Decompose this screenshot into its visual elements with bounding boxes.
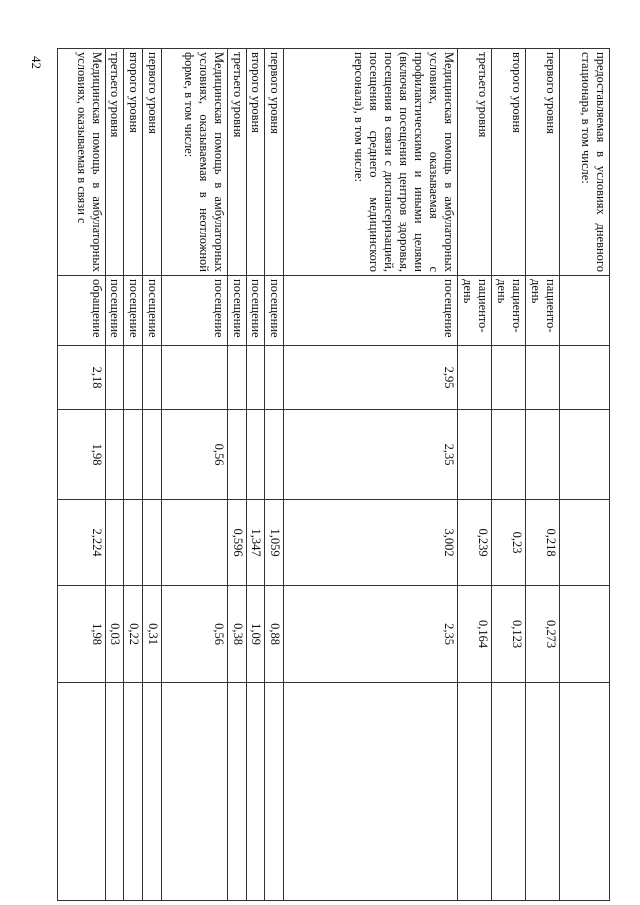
unit-cell: посещение [142, 276, 161, 346]
row-name-cell: Медицинская помощь в амбулаторных условиях, оказываемая в неотложной форме, в том числе: [161, 49, 227, 276]
value-cell [161, 346, 227, 410]
row-name-cell: первого уровня [526, 49, 560, 276]
value-cell [491, 410, 525, 500]
value-cell: 2,95 [283, 346, 457, 410]
value-cell [457, 346, 491, 410]
empty-cell [105, 683, 124, 901]
unit-cell: посещение [227, 276, 246, 346]
value-cell: 1,059 [265, 500, 284, 586]
unit-cell: пациенто-день [491, 276, 525, 346]
value-cell [246, 346, 265, 410]
table-row [283, 49, 457, 901]
value-cell: 0,239 [457, 500, 491, 586]
row-name-cell: первого уровня [142, 49, 161, 276]
row-name-cell: второго уровня [246, 49, 265, 276]
table-row [246, 49, 265, 901]
value-cell: 2,224 [58, 500, 106, 586]
value-cell: 2,35 [283, 410, 457, 500]
value-cell [227, 346, 246, 410]
value-cell: 0,596 [227, 500, 246, 586]
value-cell [124, 500, 143, 586]
table-row [526, 49, 560, 901]
value-cell: 0,03 [105, 586, 124, 683]
empty-cell [227, 683, 246, 901]
table-row [58, 49, 106, 901]
unit-cell [560, 276, 610, 346]
unit-cell: пациенто-день [526, 276, 560, 346]
empty-cell [457, 683, 491, 901]
value-cell: 0,123 [491, 586, 525, 683]
row-name-cell: третьего уровня [457, 49, 491, 276]
empty-cell [246, 683, 265, 901]
unit-cell: посещение [105, 276, 124, 346]
value-cell [105, 410, 124, 500]
empty-cell [124, 683, 143, 901]
value-cell [227, 410, 246, 500]
value-cell: 2,35 [283, 586, 457, 683]
value-cell [526, 346, 560, 410]
unit-cell: посещение [246, 276, 265, 346]
row-name-cell: Медицинская помощь в амбулаторных условиях, оказываемая с профилактическими и иными целями (включая посещения центров здоровья, посещения в связи с диспансеризацией, посещения среднего медицинского персонала), в том числе: [283, 49, 457, 276]
unit-cell: посещение [124, 276, 143, 346]
table-row [142, 49, 161, 901]
value-cell [560, 410, 610, 500]
value-cell [124, 346, 143, 410]
rotated-table-container [57, 48, 610, 900]
row-name-cell: второго уровня [124, 49, 143, 276]
value-cell [560, 500, 610, 586]
value-cell [142, 410, 161, 500]
row-name-cell: первого уровня [265, 49, 284, 276]
value-cell [124, 410, 143, 500]
row-name-cell: Медицинская помощь в амбулаторных условиях, оказываемая в связи с [58, 49, 106, 276]
value-cell: 0,56 [161, 410, 227, 500]
value-cell: 0,218 [526, 500, 560, 586]
value-cell: 0,38 [227, 586, 246, 683]
empty-cell [142, 683, 161, 901]
empty-cell [283, 683, 457, 901]
value-cell [161, 500, 227, 586]
row-name-cell: третьего уровня [227, 49, 246, 276]
value-cell [265, 346, 284, 410]
table-row [161, 49, 227, 901]
unit-cell: пациенто-день [457, 276, 491, 346]
unit-cell: посещение [283, 276, 457, 346]
value-cell: 1,347 [246, 500, 265, 586]
table-row [124, 49, 143, 901]
row-name-cell: предоставляемая в условиях дневного стационара, в том числе: [560, 49, 610, 276]
value-cell [491, 346, 525, 410]
value-cell: 1,98 [58, 586, 106, 683]
value-cell [560, 586, 610, 683]
value-cell: 0,23 [491, 500, 525, 586]
value-cell [246, 410, 265, 500]
value-cell [457, 410, 491, 500]
value-cell [265, 410, 284, 500]
empty-cell [161, 683, 227, 901]
value-cell [142, 500, 161, 586]
norms-table [57, 48, 610, 901]
value-cell [560, 346, 610, 410]
unit-cell: посещение [161, 276, 227, 346]
table-row [105, 49, 124, 901]
value-cell: 3,002 [283, 500, 457, 586]
table-row [491, 49, 525, 901]
table-row [560, 49, 610, 901]
value-cell: 0,88 [265, 586, 284, 683]
value-cell: 0,56 [161, 586, 227, 683]
empty-cell [58, 683, 106, 901]
value-cell: 1,09 [246, 586, 265, 683]
value-cell: 0,164 [457, 586, 491, 683]
table-row [457, 49, 491, 901]
value-cell: 1,98 [58, 410, 106, 500]
value-cell: 0,22 [124, 586, 143, 683]
value-cell [526, 410, 560, 500]
value-cell [105, 500, 124, 586]
value-cell: 2,18 [58, 346, 106, 410]
row-name-cell: второго уровня [491, 49, 525, 276]
empty-cell [526, 683, 560, 901]
value-cell [105, 346, 124, 410]
table-row [265, 49, 284, 901]
unit-cell: обращение [58, 276, 106, 346]
page-number: 42 [29, 56, 44, 69]
empty-cell [491, 683, 525, 901]
value-cell: 0,31 [142, 586, 161, 683]
unit-cell: посещение [265, 276, 284, 346]
table-row [227, 49, 246, 901]
empty-cell [560, 683, 610, 901]
value-cell: 0,273 [526, 586, 560, 683]
row-name-cell: третьего уровня [105, 49, 124, 276]
empty-cell [265, 683, 284, 901]
value-cell [142, 346, 161, 410]
